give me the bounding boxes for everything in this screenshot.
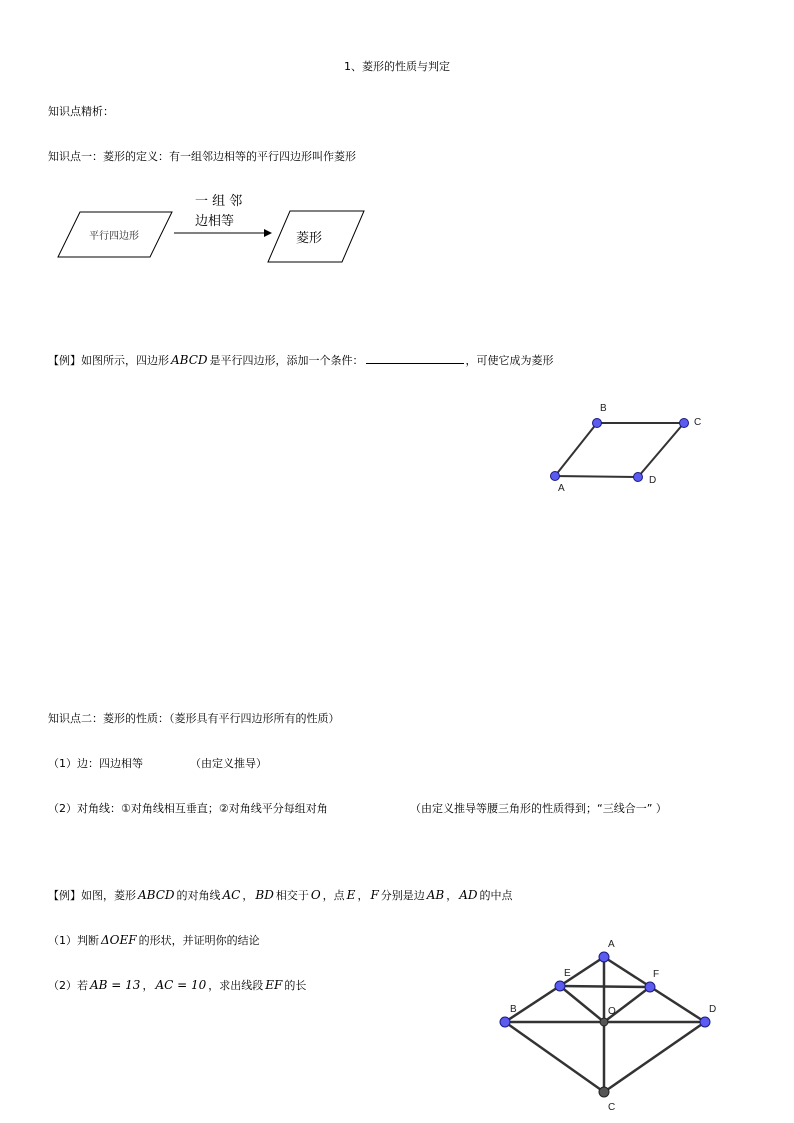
example1-prefix: 【例】如图所示，四边形 [48,354,169,367]
kp2-heading: 知识点二：菱形的性质：（菱形具有平行四边形所有的性质） [48,712,340,725]
ex2-p8: ， [446,889,458,902]
ex2-p3: ， [242,889,254,902]
label-b: B [600,403,607,414]
ex2-m5: E [346,888,356,902]
section-intro: 知识点精析： [48,105,114,118]
q2-mid2: ，求出线段 [208,979,264,992]
point-d [700,1017,710,1027]
q2-math3: EF [265,978,283,992]
ex2-m4: O [310,888,321,902]
ex2-p5: ，点 [322,889,345,902]
q2-math1: AB = 13 [90,978,141,992]
ex2-p6: ， [357,889,369,902]
prop1-note: （由定义推导） [190,757,267,770]
ex2-m3: BD [255,888,274,902]
label-c: C [608,1102,616,1113]
label-b: B [510,1004,517,1015]
ex2-m2: AC [222,888,241,902]
kp1-definition: 知识点一：菱形的定义：有一组邻边相等的平行四边形叫作菱形 [48,150,356,163]
rhombus-box-label: 菱形 [296,231,323,246]
parallelogram-box-label: 平行四边形 [89,231,139,242]
label-d: D [709,1004,717,1015]
point-f [645,982,655,992]
prop2-text: （2）对角线：①对角线相互垂直；②对角线平分每组对角 [48,802,328,815]
label-o: O [608,1006,616,1017]
label-e: E [564,968,571,979]
prop1-text: （1）边：四边相等 [48,757,143,770]
point-c [599,1087,609,1097]
label-c: C [694,417,702,428]
segment-oe [560,986,604,1022]
ex2-m1: ABCD [138,888,175,902]
label-a: A [608,939,615,950]
q2-prefix: （2）若 [48,979,88,992]
ex2-p7: 分别是边 [380,889,425,902]
label-a: A [558,483,565,494]
ex2-p4: 相交于 [275,889,309,902]
ex2-m8: AD [459,888,478,902]
point-a [599,952,609,962]
point-o [600,1018,608,1026]
prop2-note: （由定义推导等腰三角形的性质得到；“三线合一” ） [410,802,667,815]
ex2-p1: 【例】如图，菱形 [48,889,136,902]
ex2-p9: 的中点 [479,889,513,902]
arrow-label-line1: 一 组 邻 [195,194,243,209]
label-d: D [649,475,657,486]
label-f: F [653,969,660,980]
example1-middle: 是平行四边形，添加一个条件： [209,354,364,367]
q2-mid: ， [142,979,154,992]
q2-suffix: 的长 [284,979,307,992]
example1-suffix: ，可使它成为菱形 [465,354,554,367]
segment-ef [560,986,650,987]
q1-math: ΔOEF [101,933,137,947]
ex2-m6: F [370,888,379,902]
q2-math2: AC = 10 [155,978,207,992]
q1-prefix: （1）判断 [48,934,99,947]
q1-suffix: 的形状，并证明你的结论 [138,934,260,947]
example1-math-quad: ABCD [171,353,208,367]
ex2-p2: 的对角线 [176,889,221,902]
point-e [555,981,565,991]
arrow-label-line2: 边相等 [195,214,235,229]
point-b [500,1017,510,1027]
ex2-m7: AB [426,888,445,902]
page-title: 1、菱形的性质与判定 [344,60,450,73]
